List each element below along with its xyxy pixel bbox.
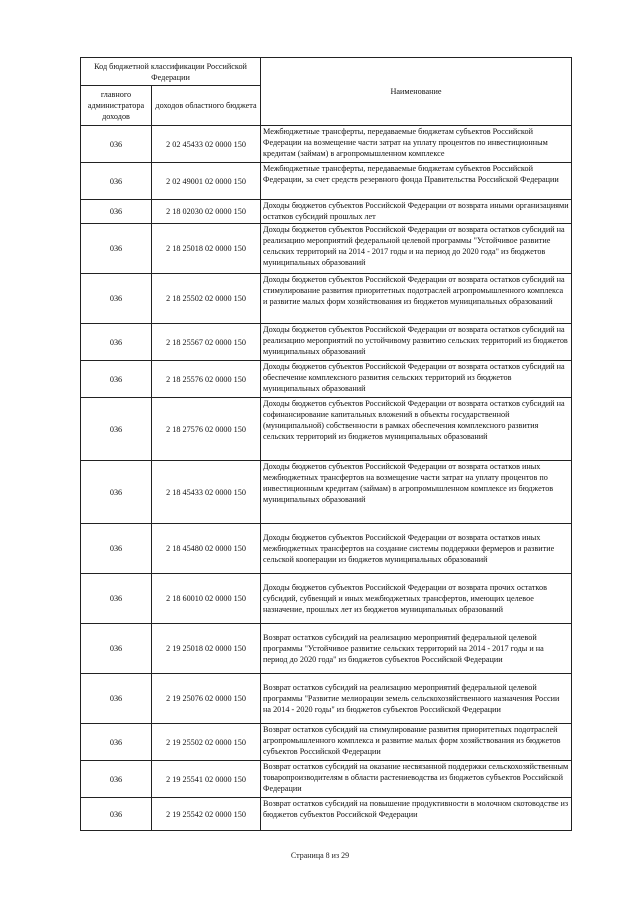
row-admin-code: 036 [81, 574, 152, 624]
row-name: Возврат остатков субсидий на реализацию мероприятий федеральной целевой программы "Развитие мелиорации земель сельскохозяйственного назначения России на 2014 - 2020 годы" из бюджетов субъектов Российской Федерации [261, 674, 572, 724]
table-row [81, 674, 572, 724]
table-row [81, 224, 572, 274]
row-name: Возврат остатков субсидий на стимулирование развития приоритетных подотраслей агропромышленного комплекса и развитие малых форм хозяйствования из бюджетов субъектов Российской Федерации [261, 724, 572, 761]
row-income-code: 2 19 25542 02 0000 150 [152, 798, 261, 831]
row-name: Возврат остатков субсидий на оказание несвязанной поддержки сельскохозяйственным товаропроизводителям в области растениеводства из бюджетов субъектов Российской Федерации [261, 761, 572, 798]
table-row [81, 324, 572, 361]
table-row [81, 200, 572, 224]
row-name: Доходы бюджетов субъектов Российской Федерации от возврата остатков субсидий на софинансирование капитальных вложений в объекты государственной (муниципальной) собственности в рамках обеспечения комплексного развития сельских территорий из бюджетов муниципальных образований [261, 398, 572, 461]
table-row [81, 798, 572, 831]
row-income-code: 2 02 49001 02 0000 150 [152, 163, 261, 200]
row-admin-code: 036 [81, 724, 152, 761]
row-admin-code: 036 [81, 398, 152, 461]
table-row [81, 524, 572, 574]
row-income-code: 2 18 45433 02 0000 150 [152, 461, 261, 524]
row-income-code: 2 18 60010 02 0000 150 [152, 574, 261, 624]
row-admin-code: 036 [81, 126, 152, 163]
page-number: Страница 8 из 29 [290, 851, 350, 860]
table-row [81, 398, 572, 461]
row-income-code: 2 18 25567 02 0000 150 [152, 324, 261, 361]
row-admin-code: 036 [81, 761, 152, 798]
row-admin-code: 036 [81, 624, 152, 674]
table-row [81, 126, 572, 163]
row-income-code: 2 18 25502 02 0000 150 [152, 274, 261, 324]
row-admin-code: 036 [81, 461, 152, 524]
header-income: доходов областного бюджета [152, 86, 261, 126]
row-admin-code: 036 [81, 200, 152, 224]
row-name: Межбюджетные трансферты, передаваемые бюджетам субъектов Российской Федерации на возмещение части затрат на уплату процентов по инвестиционным кредитам (займам) в агропромышленном комплексе [261, 126, 572, 163]
row-name: Доходы бюджетов субъектов Российской Федерации от возврата остатков иных межбюджетных трансфертов на создание системы поддержки фермеров и развитие сельской кооперации из бюджетов муниципальных образований [261, 524, 572, 574]
row-admin-code: 036 [81, 798, 152, 831]
row-income-code: 2 18 27576 02 0000 150 [152, 398, 261, 461]
row-admin-code: 036 [81, 324, 152, 361]
row-income-code: 2 19 25541 02 0000 150 [152, 761, 261, 798]
row-name: Межбюджетные трансферты, передаваемые бюджетам субъектов Российской Федерации, за счет средств резервного фонда Правительства Российской Федерации [261, 163, 572, 200]
row-name: Доходы бюджетов субъектов Российской Федерации от возврата прочих остатков субсидий, субвенций и иных межбюджетных трансфертов, имеющих целевое назначение, прошлых лет из бюджетов муниципальных образований [261, 574, 572, 624]
row-income-code: 2 19 25076 02 0000 150 [152, 674, 261, 724]
row-income-code: 2 19 25018 02 0000 150 [152, 624, 261, 674]
table-row [81, 274, 572, 324]
row-income-code: 2 19 25502 02 0000 150 [152, 724, 261, 761]
table-header-row [81, 58, 572, 86]
table-row [81, 624, 572, 674]
table-row [81, 461, 572, 524]
row-name: Возврат остатков субсидий на реализацию мероприятий федеральной целевой программы "Устойчивое развитие сельских территорий на 2014 - 2017 годы и на период до 2020 года" из бюджетов субъектов Российской Федерации [261, 624, 572, 674]
table-row [81, 761, 572, 798]
row-name: Доходы бюджетов субъектов Российской Федерации от возврата остатков субсидий на обеспечение комплексного развития сельских территорий из бюджетов муниципальных образований [261, 361, 572, 398]
header-group-label: Код бюджетной классификации Российской Федерации [81, 58, 261, 86]
row-name: Доходы бюджетов субъектов Российской Федерации от возврата иными организациями остатков субсидий прошлых лет [261, 200, 572, 224]
header-admin: главного администратора доходов [81, 86, 152, 126]
row-income-code: 2 02 45433 02 0000 150 [152, 126, 261, 163]
row-income-code: 2 18 25576 02 0000 150 [152, 361, 261, 398]
row-admin-code: 036 [81, 524, 152, 574]
row-admin-code: 036 [81, 274, 152, 324]
row-name: Доходы бюджетов субъектов Российской Федерации от возврата остатков иных межбюджетных трансфертов на возмещение части затрат на уплату процентов по инвестиционным кредитам (займам) в агропромышленном комплексе из бюджетов муниципальных образований [261, 461, 572, 524]
row-income-code: 2 18 45480 02 0000 150 [152, 524, 261, 574]
row-name: Доходы бюджетов субъектов Российской Федерации от возврата остатков субсидий на реализацию мероприятий по устойчивому развитию сельских территорий из бюджетов муниципальных образований [261, 324, 572, 361]
row-income-code: 2 18 02030 02 0000 150 [152, 200, 261, 224]
budget-classification-table [80, 57, 572, 831]
row-admin-code: 036 [81, 224, 152, 274]
table-row [81, 361, 572, 398]
row-name: Доходы бюджетов субъектов Российской Федерации от возврата остатков субсидий на реализацию мероприятий федеральной целевой программы "Устойчивое развитие сельских территорий на 2014 - 2017 годы и на период до 2020 года" из бюджетов муниципальных образований [261, 224, 572, 274]
row-admin-code: 036 [81, 163, 152, 200]
row-admin-code: 036 [81, 674, 152, 724]
table-row [81, 724, 572, 761]
table-row [81, 574, 572, 624]
row-name: Возврат остатков субсидий на повышение продуктивности в молочном скотоводстве из бюджетов субъектов Российской Федерации [261, 798, 572, 831]
row-name: Доходы бюджетов субъектов Российской Федерации от возврата остатков субсидий на стимулирование развития приоритетных подотраслей агропромышленного комплекса и развитие малых форм хозяйствования из бюджетов муниципальных образований [261, 274, 572, 324]
row-income-code: 2 18 25018 02 0000 150 [152, 224, 261, 274]
table-row [81, 163, 572, 200]
header-name: Наименование [261, 58, 572, 126]
row-admin-code: 036 [81, 361, 152, 398]
